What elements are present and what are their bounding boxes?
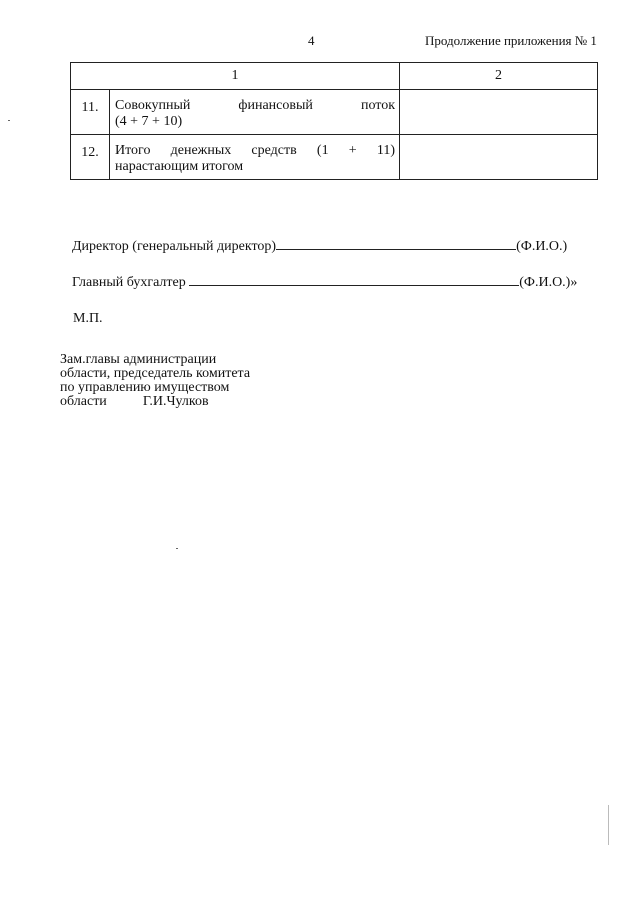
accountant-label: Главный бухгалтер <box>72 275 186 290</box>
row-description-line1: Совокупный финансовый поток <box>115 98 395 113</box>
approval-line-2: области, председатель комитета <box>60 366 251 381</box>
row-number: 11. <box>71 90 110 135</box>
row-value <box>400 90 598 135</box>
approval-line-4 <box>60 395 320 409</box>
table-row <box>71 135 598 180</box>
row-description-line1: Итого денежных средств (1 + 11) <box>115 143 395 158</box>
approver-name: Г.И.Чулков <box>142 394 209 409</box>
table-row <box>71 90 598 135</box>
row-value <box>400 135 598 180</box>
table-header-col-2: 2 <box>400 63 598 90</box>
page-number: 4 <box>308 33 315 48</box>
table-header-row <box>71 63 598 90</box>
scan-speck <box>8 120 10 121</box>
row-description <box>110 90 400 135</box>
accountant-signature-blank <box>189 273 519 286</box>
appendix-continuation-note: Продолжение приложения № 1 <box>425 33 597 48</box>
scan-edge-mark <box>608 805 609 845</box>
director-signature-blank <box>276 237 516 250</box>
row-number: 12. <box>71 135 110 180</box>
accountant-signature-line <box>72 273 577 291</box>
financial-flow-table <box>70 62 598 180</box>
director-name-placeholder: (Ф.И.О.) <box>516 239 568 254</box>
table-header-col-1: 1 <box>71 63 400 90</box>
row-description-line2: (4 + 7 + 10) <box>115 114 183 129</box>
approval-block <box>60 353 320 409</box>
row-description <box>110 135 400 180</box>
director-signature-line <box>72 237 567 255</box>
scan-speck <box>176 548 178 549</box>
approval-line-3: по управлению имуществом <box>60 380 230 395</box>
stamp-place-label: М.П. <box>73 311 103 326</box>
approval-line-1: Зам.главы администрации <box>60 352 217 367</box>
accountant-name-placeholder: (Ф.И.О.)» <box>519 275 578 290</box>
director-label: Директор (генеральный директор) <box>72 239 277 254</box>
approval-line-4-region: области <box>60 394 107 409</box>
row-description-line2: нарастающим итогом <box>115 159 244 174</box>
